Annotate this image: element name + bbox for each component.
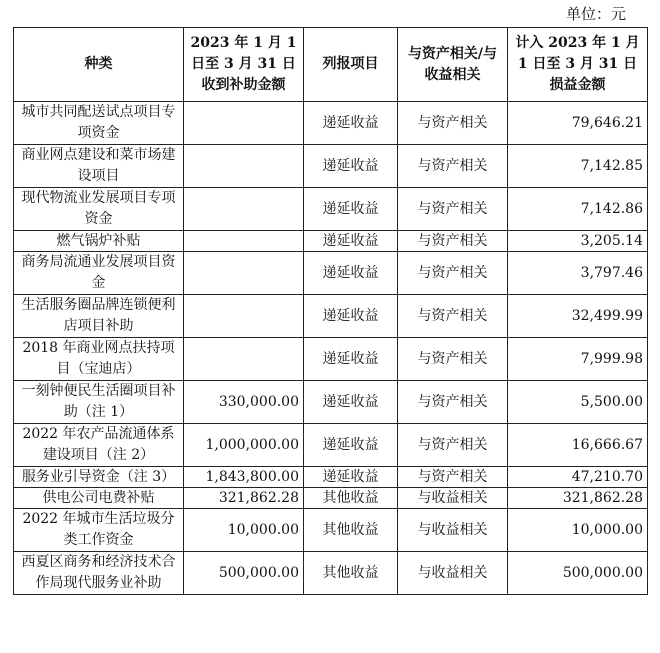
table-row [14, 102, 648, 145]
subsidy-table [13, 27, 648, 595]
cell-kind: 供电公司电费补贴 [14, 488, 184, 509]
cell-income: 321,862.28 [508, 488, 648, 509]
cell-item: 递延收益 [304, 102, 398, 145]
header-income: 计入 2023 年 1 月 1 日至 3 月 31 日损益金额 [508, 28, 648, 102]
table-row [14, 145, 648, 188]
table-row [14, 488, 648, 509]
header-relation: 与资产相关/与收益相关 [398, 28, 508, 102]
cell-kind: 西夏区商务和经济技术合作局现代服务业补助 [14, 552, 184, 595]
cell-received [184, 231, 304, 252]
cell-item: 递延收益 [304, 252, 398, 295]
table-row [14, 381, 648, 424]
cell-income: 7,142.85 [508, 145, 648, 188]
cell-kind: 2022 年城市生活垃圾分类工作资金 [14, 509, 184, 552]
cell-received: 500,000.00 [184, 552, 304, 595]
cell-relation: 与资产相关 [398, 188, 508, 231]
table-row [14, 509, 648, 552]
cell-relation: 与资产相关 [398, 252, 508, 295]
cell-kind: 2018 年商业网点扶持项目（宝迪店） [14, 338, 184, 381]
cell-received [184, 338, 304, 381]
cell-income: 3,797.46 [508, 252, 648, 295]
cell-item: 其他收益 [304, 509, 398, 552]
cell-relation: 与资产相关 [398, 231, 508, 252]
table-row [14, 188, 648, 231]
cell-item: 递延收益 [304, 295, 398, 338]
cell-relation: 与收益相关 [398, 552, 508, 595]
table-row [14, 552, 648, 595]
cell-kind: 商业网点建设和菜市场建设项目 [14, 145, 184, 188]
cell-relation: 与资产相关 [398, 102, 508, 145]
cell-item: 递延收益 [304, 381, 398, 424]
cell-relation: 与资产相关 [398, 145, 508, 188]
unit-label: 单位：元 [565, 5, 626, 23]
cell-received [184, 102, 304, 145]
cell-income: 500,000.00 [508, 552, 648, 595]
cell-relation: 与资产相关 [398, 467, 508, 488]
cell-income: 5,500.00 [508, 381, 648, 424]
cell-item: 递延收益 [304, 338, 398, 381]
cell-item: 其他收益 [304, 488, 398, 509]
cell-income: 32,499.99 [508, 295, 648, 338]
cell-kind: 燃气锅炉补贴 [14, 231, 184, 252]
cell-kind: 服务业引导资金（注 3） [14, 467, 184, 488]
table-row [14, 295, 648, 338]
header-kind: 种类 [14, 28, 184, 102]
table-header-row [14, 28, 648, 102]
cell-income: 47,210.70 [508, 467, 648, 488]
table-row [14, 252, 648, 295]
cell-income: 16,666.67 [508, 424, 648, 467]
cell-received [184, 188, 304, 231]
table-row [14, 338, 648, 381]
cell-received: 330,000.00 [184, 381, 304, 424]
cell-received [184, 252, 304, 295]
cell-relation: 与资产相关 [398, 381, 508, 424]
cell-received [184, 145, 304, 188]
table-row [14, 424, 648, 467]
cell-income: 79,646.21 [508, 102, 648, 145]
header-received: 2023 年 1 月 1 日至 3 月 31 日收到补助金额 [184, 28, 304, 102]
cell-received: 1,843,800.00 [184, 467, 304, 488]
cell-item: 递延收益 [304, 467, 398, 488]
cell-income: 3,205.14 [508, 231, 648, 252]
cell-received: 1,000,000.00 [184, 424, 304, 467]
cell-received: 10,000.00 [184, 509, 304, 552]
cell-income: 7,999.98 [508, 338, 648, 381]
cell-kind: 一刻钟便民生活圈项目补助（注 1） [14, 381, 184, 424]
cell-relation: 与收益相关 [398, 509, 508, 552]
cell-kind: 生活服务圈品牌连锁便利店项目补助 [14, 295, 184, 338]
cell-item: 递延收益 [304, 424, 398, 467]
cell-relation: 与资产相关 [398, 295, 508, 338]
cell-relation: 与资产相关 [398, 424, 508, 467]
table-row [14, 231, 648, 252]
cell-item: 递延收益 [304, 231, 398, 252]
cell-item: 递延收益 [304, 145, 398, 188]
cell-item: 递延收益 [304, 188, 398, 231]
cell-received [184, 295, 304, 338]
cell-kind: 2022 年农产品流通体系建设项目（注 2） [14, 424, 184, 467]
cell-kind: 城市共同配送试点项目专项资金 [14, 102, 184, 145]
cell-relation: 与资产相关 [398, 338, 508, 381]
cell-kind: 商务局流通业发展项目资金 [14, 252, 184, 295]
cell-relation: 与收益相关 [398, 488, 508, 509]
table-row [14, 467, 648, 488]
cell-income: 10,000.00 [508, 509, 648, 552]
cell-kind: 现代物流业发展项目专项资金 [14, 188, 184, 231]
cell-item: 其他收益 [304, 552, 398, 595]
header-item: 列报项目 [304, 28, 398, 102]
cell-income: 7,142.86 [508, 188, 648, 231]
cell-received: 321,862.28 [184, 488, 304, 509]
